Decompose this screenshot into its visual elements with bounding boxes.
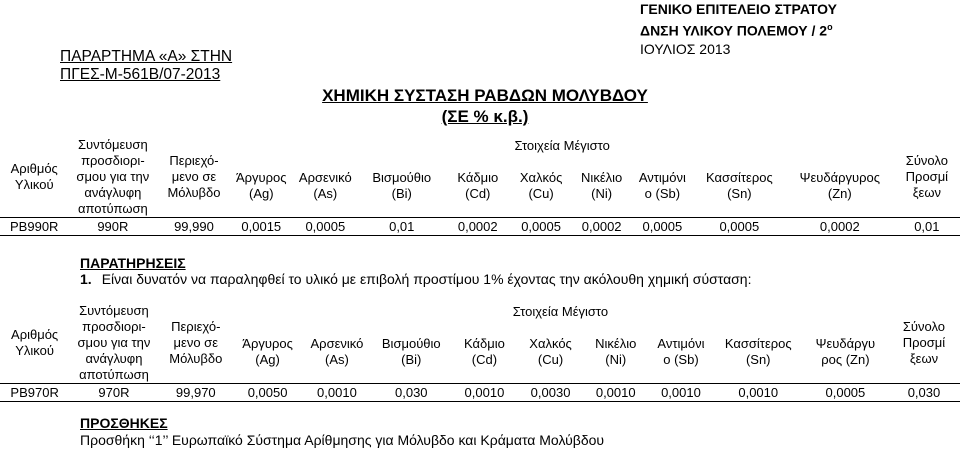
table-row: [0, 384, 960, 402]
header-silver: Άργυρος (Ag): [235, 170, 287, 201]
cell-lead: 99,970: [159, 384, 233, 402]
header-directorate: [640, 18, 960, 40]
additions-heading: ΠΡΟΣΘΗΚΕΣ: [80, 415, 168, 431]
notes-heading: ΠΑΡΑΤΗΡΗΣΕΙΣ: [80, 255, 186, 271]
cell-nickel: 0,0002: [571, 218, 632, 236]
header-arsenic: Αρσενικό (As): [298, 170, 352, 201]
note-item-1-number: 1.: [80, 271, 92, 287]
header-cadmium: Κάδμιο (Cd): [457, 170, 499, 201]
annex-line-2: ΠΓΕΣ-Μ-561Β/07-2013: [60, 66, 221, 83]
header-copper: Χαλκός (Cu): [529, 336, 572, 367]
annex-reference: [60, 48, 232, 84]
header-item-number: Αριθμός Υλικού: [10, 161, 58, 192]
cell-cadmium: 0,0002: [445, 218, 511, 236]
note-item-1: [80, 271, 751, 287]
cell-zinc: 0,0002: [786, 218, 894, 236]
header-date: ΙΟΥΛΙΟΣ 2013: [640, 40, 731, 57]
header-nickel: Νικέλιο (Ni): [581, 170, 623, 201]
cell-silver: 0,0050: [233, 384, 302, 402]
header-abbreviation: Συντόμευση προσδιορι- σμου για την ανάγλυφη αποτύπωση: [77, 303, 151, 382]
header-abbreviation: Συντόμευση προσδιορι- σμου για την ανάγλυφη αποτύπωση: [76, 137, 150, 216]
header-silver: Άργυρος (Ag): [242, 336, 293, 367]
header-item-number: Αριθμός Υλικού: [11, 327, 59, 358]
header-directorate-text: ΔΝΣΗ ΥΛΙΚΟΥ ΠΟΛΕΜΟΥ / 2: [640, 22, 828, 39]
header-bismuth: Βισμούθιο (Bi): [381, 336, 441, 367]
cell-antimony: 0,0010: [648, 384, 713, 402]
cell-nickel: 0,0010: [583, 384, 648, 402]
header-tin: Κασσίτερος (Sn): [705, 170, 773, 201]
cell-tin: 0,0010: [714, 384, 803, 402]
document-header: [640, 0, 960, 58]
addition-item-1: Προσθήκη ‘‘1’’ Ευρωπαϊκό Σύστημα Αρίθμησης για Μόλυβδο και Κράματα Μολύβδου: [80, 432, 605, 448]
cell-item-number: PB970R: [0, 384, 69, 402]
header-cadmium: Κάδμιο (Cd): [464, 336, 505, 367]
cell-bismuth: 0,030: [372, 384, 451, 402]
table-row: [0, 218, 960, 236]
header-nickel: Νικέλιο (Ni): [595, 336, 637, 367]
header-lead-content: Περιεχό- μενο σε Μόλυβδο: [169, 319, 223, 366]
header-copper: Χαλκός (Cu): [519, 170, 563, 201]
cell-item-number: PB990R: [0, 218, 68, 236]
header-organization: ΓΕΝΙΚΟ ΕΠΙΤΕΛΕΙΟ ΣΤΡΑΤΟΥ: [640, 1, 837, 17]
document-title: [300, 85, 670, 127]
title-line-1: ΧΗΜΙΚΗ ΣΥΣΤΑΣΗ ΡΑΒΔΩΝ ΜΟΛΥΒΔΟΥ: [322, 86, 648, 105]
header-tin: Κασσίτερος (Sn): [724, 336, 792, 367]
cell-silver: 0,0015: [231, 218, 292, 236]
annex-line-1: ΠΑΡΑΡΤΗΜΑ «Α» ΣΤΗΝ: [60, 48, 233, 65]
header-max-elements: Στοιχεία Μέγιστο: [512, 304, 609, 319]
cell-cadmium: 0,0010: [451, 384, 518, 402]
header-zinc: Ψευδάργυ ρος (Zn): [815, 336, 876, 367]
title-line-2: (ΣΕ % κ.β.): [441, 107, 529, 126]
composition-table-penalty: [0, 303, 960, 402]
cell-abbreviation: 990R: [68, 218, 157, 236]
cell-total: 0,030: [888, 384, 960, 402]
cell-copper: 0,0030: [518, 384, 583, 402]
header-max-elements: Στοιχεία Μέγιστο: [514, 138, 610, 153]
cell-tin: 0,0005: [693, 218, 786, 236]
header-antimony: Αντιμόνι ο (Sb): [638, 170, 686, 201]
cell-total: 0,01: [894, 218, 960, 236]
header-antimony: Αντιμόνι ο (Sb): [657, 336, 705, 367]
cell-bismuth: 0,01: [359, 218, 445, 236]
cell-zinc: 0,0005: [803, 384, 888, 402]
cell-lead: 99,990: [157, 218, 230, 236]
header-bismuth: Βισμούθιο (Bi): [372, 170, 432, 201]
cell-antimony: 0,0005: [632, 218, 693, 236]
composition-table-primary: [0, 137, 960, 236]
header-directorate-sup: ο: [827, 22, 833, 32]
cell-arsenic: 0,0005: [292, 218, 359, 236]
header-total-impurities: Σύνολο Προσμί ξεων: [905, 153, 949, 200]
header-lead-content: Περιεχό- μενο σε Μόλυβδο: [167, 153, 221, 200]
cell-abbreviation: 970R: [69, 384, 158, 402]
header-arsenic: Αρσενικό (As): [310, 336, 364, 367]
cell-arsenic: 0,0010: [302, 384, 371, 402]
header-total-impurities: Σύνολο Προσμί ξεων: [902, 319, 946, 366]
cell-copper: 0,0005: [511, 218, 572, 236]
header-zinc: Ψευδάργυρος (Zn): [799, 170, 880, 201]
note-item-1-text: Είναι δυνατόν να παραληφθεί το υλικό με επιβολή προστίμου 1% έχοντας την ακόλουθη χημική σύσταση:: [101, 271, 752, 287]
